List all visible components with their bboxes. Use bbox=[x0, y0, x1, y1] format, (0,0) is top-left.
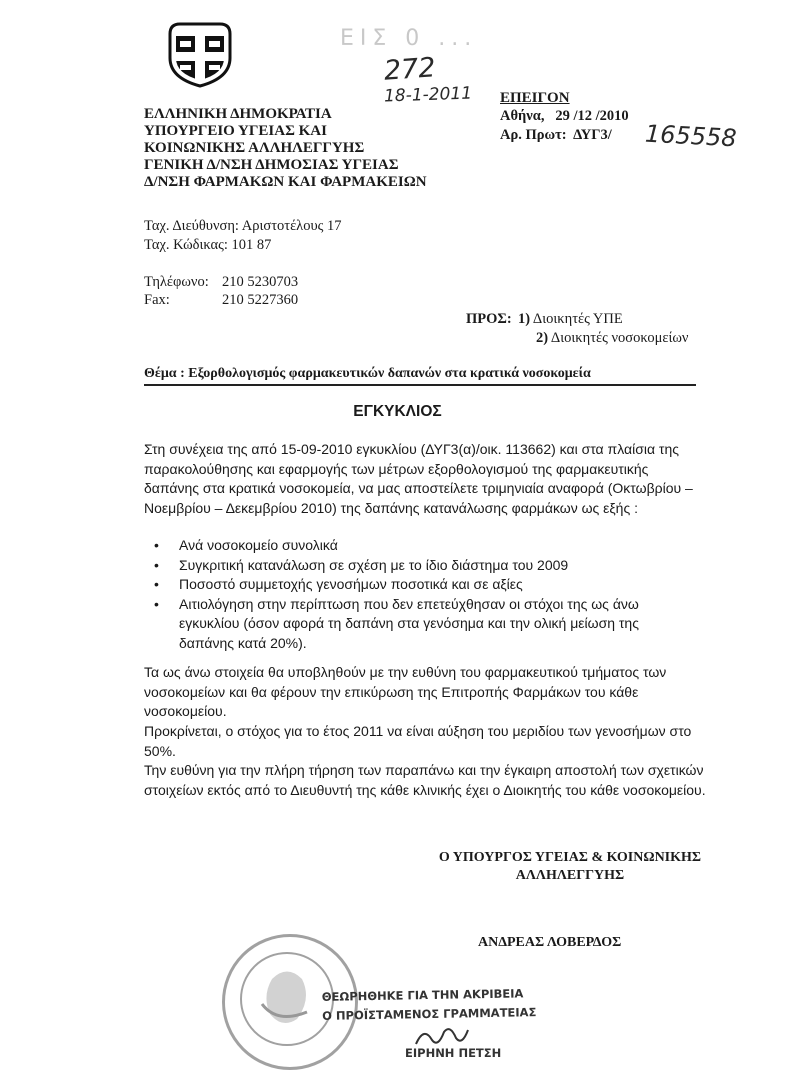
paragraph-3: Την ευθύνη για την πλήρη τήρηση των παραπάνω και την έγκαιρη αποστολή των σχετικών στοιχείων εκτός από το Διευθυντή της κάθε κλινικής έχει ο Διοικητής του κάθε νοσοκομείου. bbox=[144, 762, 706, 798]
recipient-text: Διοικητές ΥΠΕ bbox=[532, 311, 623, 327]
protocol-label: Αρ. Πρωτ: ΔΥΓ3/ bbox=[500, 127, 612, 143]
fax-label: Fax: bbox=[144, 292, 170, 308]
header-line: ΚΟΙΝΩΝΙΚΗΣ ΑΛΛΗΛΕΓΓΥΗΣ bbox=[144, 140, 365, 156]
handwritten-reg-number: 272 bbox=[382, 52, 437, 87]
recipient-1 bbox=[518, 310, 623, 328]
signatory-name: ΑΝΔΡΕΑΣ ΛΟΒΕΡΔΟΣ bbox=[478, 935, 622, 950]
header-line: Δ/ΝΣΗ ΦΑΡΜΑΚΩΝ ΚΑΙ ΦΑΡΜΑΚΕΙΩΝ bbox=[144, 174, 427, 190]
intro-paragraph: Στη συνέχεια της από 15-09-2010 εγκυκλίου (ΔΥΓ3(α)/οικ. 113662) και στα πλαίσια της παρακολούθησης και εφαρμογής των μέτρων εξορθολογισμού της φαρμακευτικής δαπάνης στα κρατικά νοσοκομεία, να μας αποστείλετε τριμηνιαία αναφορά (Οκτωβρίου – Νοεμβρίου – Δεκεμβρίου 2010) της δαπάνης κατανάλωσης φαρμάκων ως εξής : bbox=[144, 441, 693, 516]
postcode-line: Ταχ. Κώδικας: 101 87 bbox=[144, 237, 272, 253]
recipient-2 bbox=[536, 329, 688, 347]
stamp-line: ΘΕΩΡΗΘΗΚΕ ΓΙΑ ΤΗΝ ΑΚΡΙΒΕΙΑ bbox=[321, 986, 524, 1004]
paragraph-1: Τα ως άνω στοιχεία θα υποβληθούν με την ευθύνη του φαρμακευτικού τμήματος των νοσοκομείων και θα φέρουν την επικύρωση της Επιτροπής Φαρμάκων του κάθε νοσοκομείου. bbox=[144, 664, 667, 719]
bullet-item: • Συγκριτική κατανάλωση σε σχέση με το ίδιο διάστημα του 2009 bbox=[144, 556, 704, 576]
recipients-label: ΠΡΟΣ: bbox=[466, 311, 512, 327]
role-line: ΑΛΛΗΛΕΓΓΥΗΣ bbox=[515, 868, 625, 883]
bullet-list bbox=[144, 536, 704, 653]
bullet-item: • Ανά νοσοκομείο συνολικά bbox=[144, 536, 704, 556]
subject-line bbox=[144, 366, 696, 386]
stamp-signer: ΕΙΡΗΝΗ ΠΕΤΣΗ bbox=[405, 1046, 502, 1060]
recipient-text: Διοικητές νοσοκομείων bbox=[550, 330, 689, 346]
header-line: ΓΕΝΙΚΗ Δ/ΝΣΗ ΔΗΜΟΣΙΑΣ ΥΓΕΙΑΣ bbox=[144, 157, 399, 173]
subject-text: Εξορθολογισμός φαρμακευτικών δαπανών στα κρατικά νοσοκομεία bbox=[188, 366, 591, 381]
bullet-item: • Αιτιολόγηση στην περίπτωση που δεν επετεύχθησαν οι στόχοι της ως άνω εγκυκλίου (όσον αφορά τη δαπάνη στα γενόσημα και την ολική μείωση της δαπάνης κατά 20%). bbox=[144, 595, 704, 654]
handwritten-protocol-number: 165558 bbox=[644, 119, 738, 153]
subject-label: Θέμα : bbox=[144, 366, 185, 381]
role-line: Ο ΥΠΟΥΡΓΟΣ ΥΓΕΙΑΣ & ΚΟΙΝΩΝΙΚΗΣ bbox=[438, 850, 702, 865]
address-line: Ταχ. Διεύθυνση: Αριστοτέλους 17 bbox=[144, 218, 342, 234]
issuer-header bbox=[144, 106, 427, 191]
recipient-number: 1) bbox=[518, 311, 531, 327]
greek-emblem-icon bbox=[166, 20, 234, 88]
certification-stamp bbox=[322, 984, 537, 1026]
faded-receipt-stamp: ΕΙΣ 0 ... bbox=[340, 26, 478, 51]
header-line: ΕΛΛΗΝΙΚΗ ΔΗΜΟΚΡΑΤΙΑ bbox=[144, 106, 332, 122]
handwritten-reg-date: 18-1-2011 bbox=[383, 83, 473, 107]
recipient-number: 2) bbox=[536, 330, 549, 346]
urgency-label: ΕΠΕΙΓΟΝ bbox=[500, 90, 570, 106]
fax-value: 210 5227360 bbox=[222, 292, 299, 308]
stamp-line: Ο ΠΡΟΪΣΤΑΜΕΝΟΣ ΓΡΑΜΜΑΤΕΙΑΣ bbox=[322, 1005, 537, 1023]
document-title: ΕΓΚΥΚΛΙΟΣ bbox=[353, 403, 442, 420]
phone-value: 210 5230703 bbox=[222, 274, 299, 290]
header-line: ΥΠΟΥΡΓΕΙΟ ΥΓΕΙΑΣ ΚΑΙ bbox=[144, 123, 327, 139]
signatory-role bbox=[405, 849, 735, 885]
bullet-item: • Ποσοστό συμμετοχής γενοσήμων ποσοτικά και σε αξίες bbox=[144, 575, 704, 595]
phone-label: Τηλέφωνο: bbox=[144, 274, 209, 290]
date-line: Αθήνα, 29 /12 /2010 bbox=[500, 108, 629, 124]
paragraph-2: Προκρίνεται, ο στόχος για το έτος 2011 να είναι αύξηση του μεριδίου των γενοσήμων στο 50%. bbox=[144, 723, 692, 759]
